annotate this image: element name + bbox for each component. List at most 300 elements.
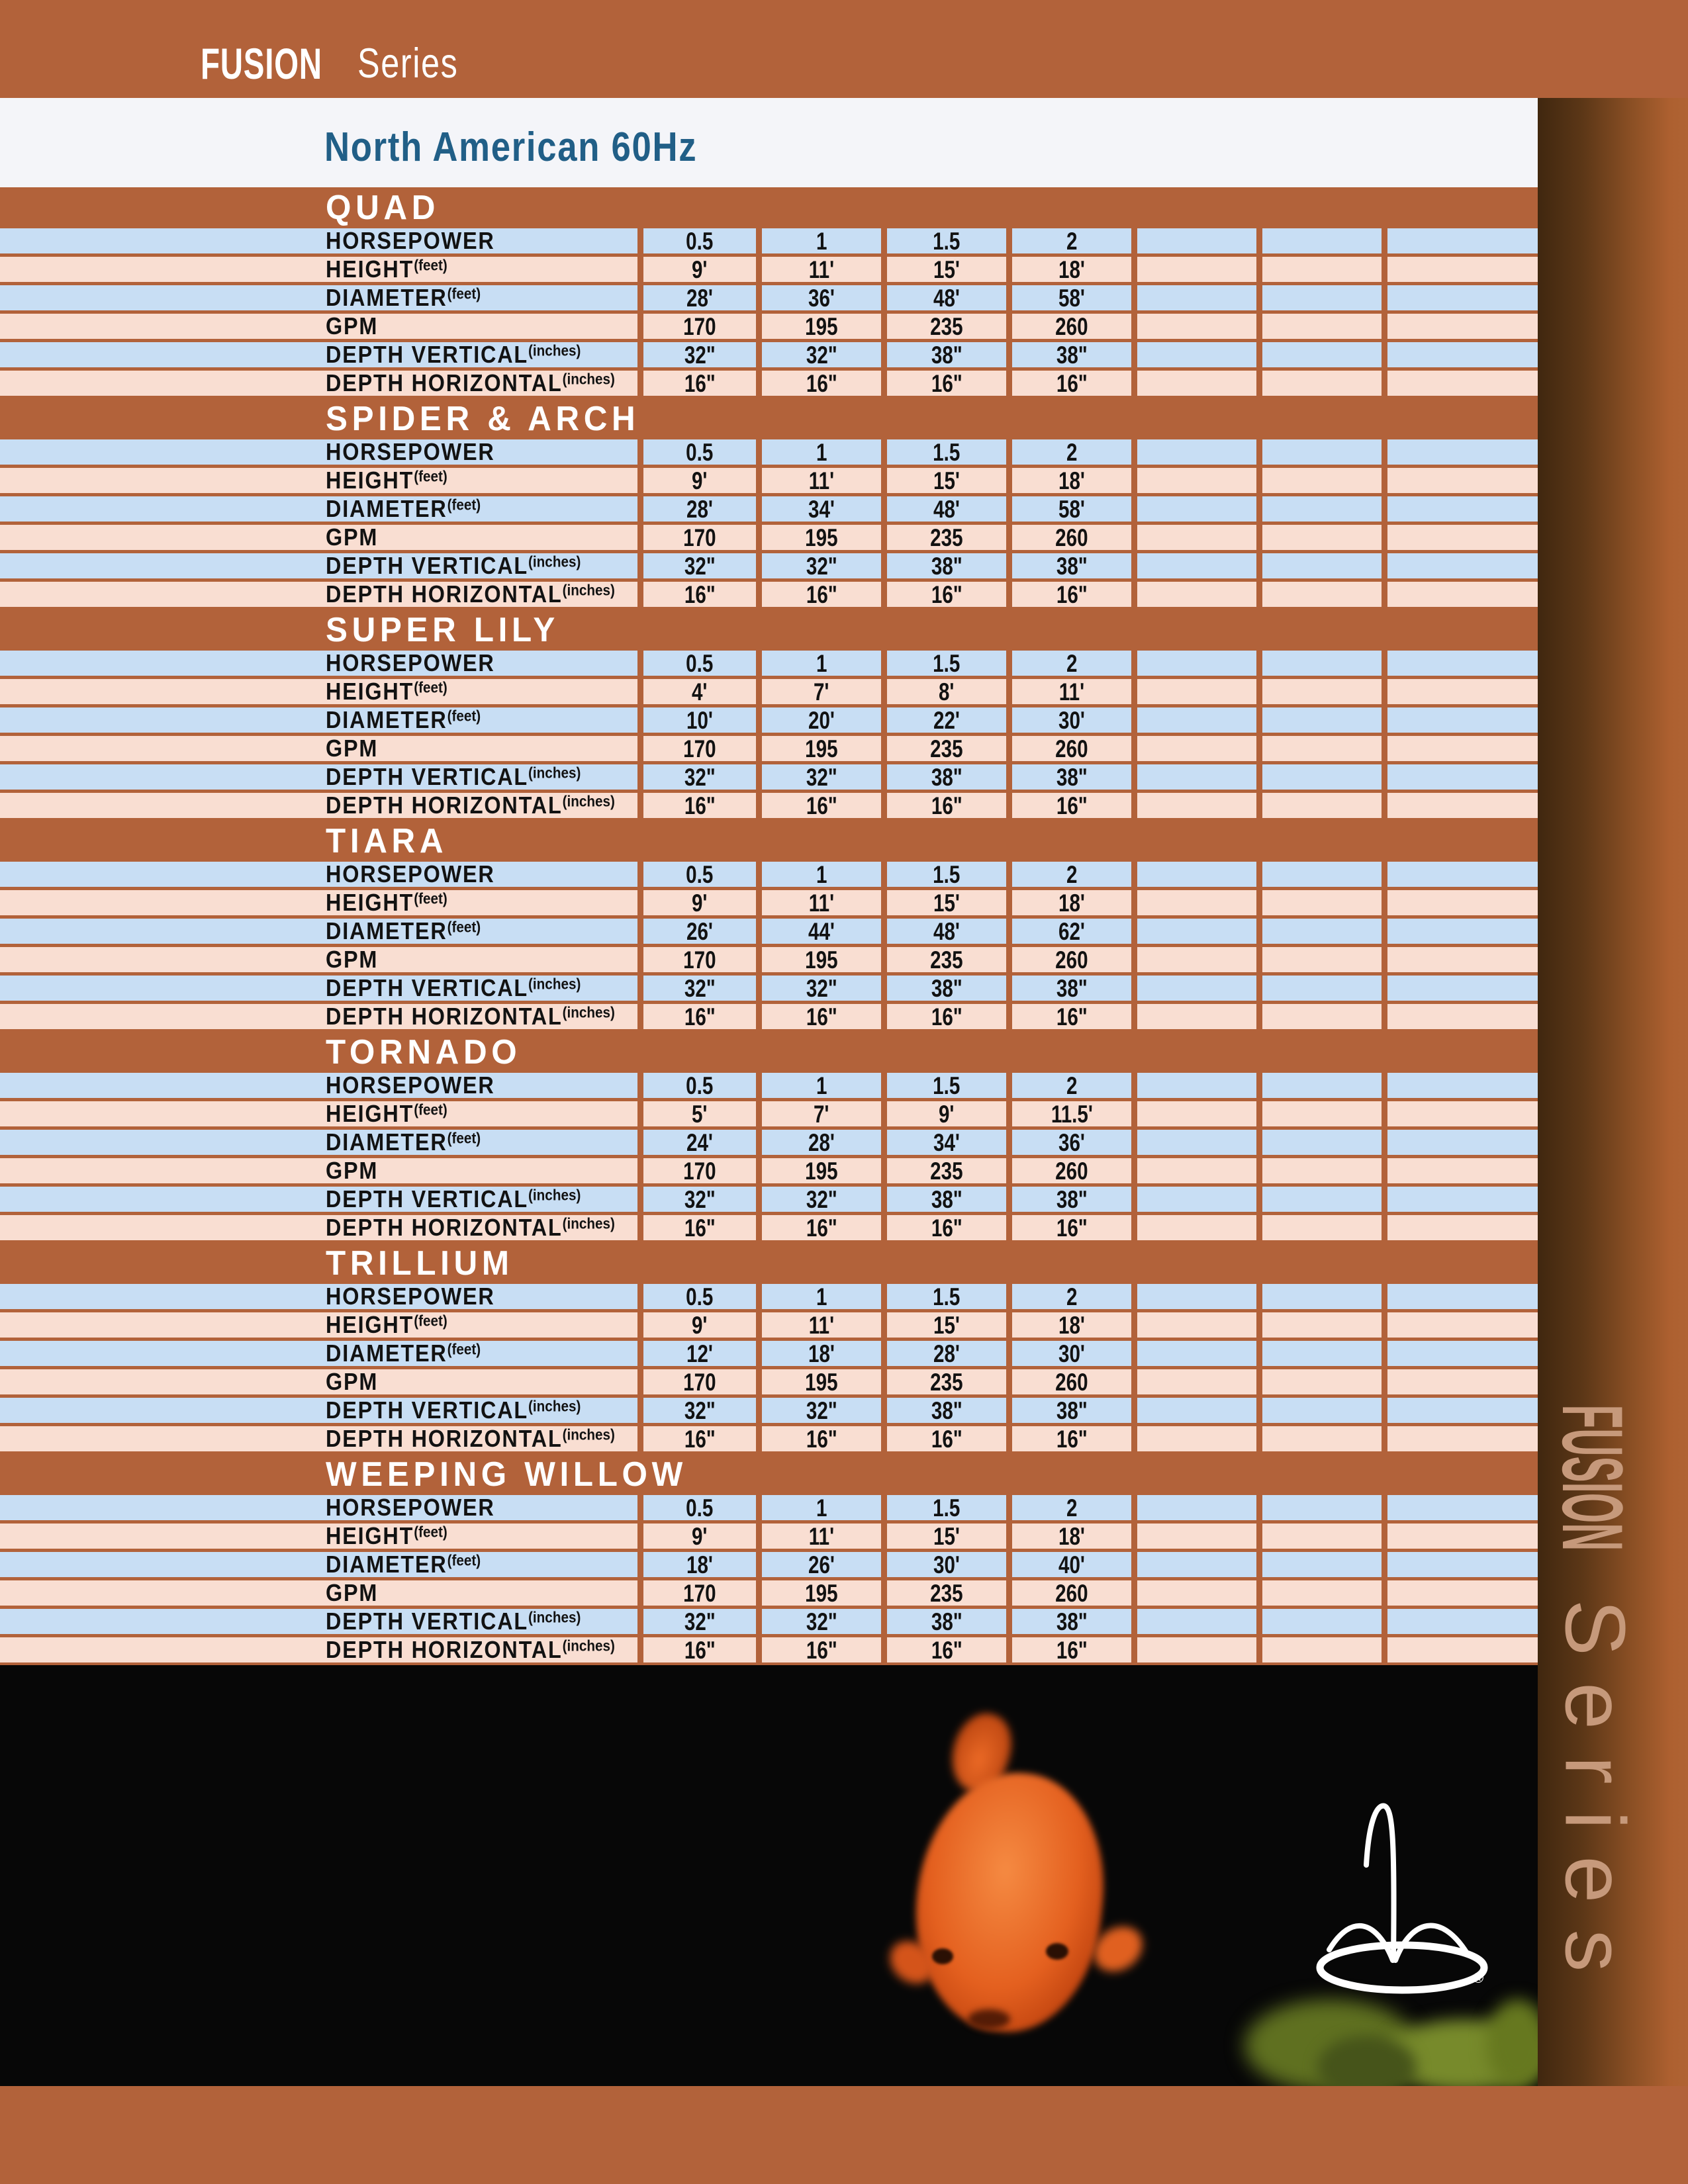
spec-value-empty	[1137, 1073, 1256, 1098]
spec-value: 7'	[762, 679, 881, 704]
spec-value-empty	[1387, 468, 1538, 493]
spec-value: 32"	[762, 1609, 881, 1634]
spec-value: 9'	[643, 1312, 756, 1338]
spec-row	[0, 679, 1538, 704]
spec-value-empty	[1137, 496, 1256, 522]
spec-value: 0.5	[643, 1495, 756, 1520]
row-label: $HEIGHT^{(feet)}$	[0, 1101, 637, 1126]
spec-value: 38"	[1012, 553, 1131, 578]
spec-value-empty	[1262, 1004, 1382, 1029]
row-label: $HEIGHT^{(feet)}$	[0, 468, 637, 493]
registered-mark: ®	[1473, 1970, 1484, 1986]
spec-row	[0, 525, 1538, 550]
spec-value: 16"	[643, 1004, 756, 1029]
spec-value: 11'	[762, 890, 881, 915]
spec-row	[0, 1609, 1538, 1634]
spec-value: 38"	[887, 553, 1006, 578]
row-label: GPM	[0, 736, 637, 761]
spec-value-empty	[1387, 1158, 1538, 1183]
spec-value-empty	[1137, 1609, 1256, 1634]
spec-value: 195	[762, 947, 881, 972]
spec-value-empty	[1262, 285, 1382, 310]
koi-eye-right	[1046, 1943, 1068, 1960]
spec-value: 16"	[762, 1004, 881, 1029]
spec-value: 170	[643, 1580, 756, 1606]
spec-value: 32"	[762, 764, 881, 790]
spec-value-empty	[1387, 228, 1538, 253]
spec-row	[0, 553, 1538, 578]
spec-value-empty	[1262, 862, 1382, 887]
spec-row	[0, 862, 1538, 887]
spec-value: 260	[1012, 314, 1131, 339]
sidebar-brand-name: FUSION	[1544, 1404, 1641, 1551]
row-label: DEPTH $HORIZONTAL^{(inches)}$	[0, 1215, 637, 1240]
spec-value-empty	[1137, 947, 1256, 972]
spec-value: 16"	[1012, 1426, 1131, 1451]
spec-value-empty	[1137, 371, 1256, 396]
spec-value-empty	[1137, 582, 1256, 607]
spec-value-empty	[1137, 1495, 1256, 1520]
spec-value: 260	[1012, 947, 1131, 972]
spec-value: 16"	[762, 793, 881, 818]
spec-value-empty	[1387, 919, 1538, 944]
spec-value-empty	[1387, 1312, 1538, 1338]
section-weeping-willow	[0, 1454, 1538, 1665]
row-label: HORSEPOWER	[0, 228, 637, 253]
spec-value-empty	[1262, 342, 1382, 367]
spec-value: 30'	[1012, 1341, 1131, 1366]
spec-value: 38"	[887, 342, 1006, 367]
spec-value: 0.5	[643, 1073, 756, 1098]
spec-value: 2	[1012, 1073, 1131, 1098]
row-label: DEPTH $VERTICAL^{(inches)}$	[0, 764, 637, 790]
top-header-band	[0, 0, 1688, 98]
row-label: GPM	[0, 947, 637, 972]
spec-row	[0, 976, 1538, 1001]
spec-value-empty	[1262, 553, 1382, 578]
spec-row	[0, 793, 1538, 818]
spec-value: 58'	[1012, 285, 1131, 310]
spec-value: 5'	[643, 1101, 756, 1126]
spec-value: 18'	[643, 1552, 756, 1577]
row-label: DEPTH $VERTICAL^{(inches)}$	[0, 1187, 637, 1212]
spec-value-empty	[1262, 228, 1382, 253]
spec-value-empty	[1137, 342, 1256, 367]
spec-value: 1	[762, 651, 881, 676]
spec-value-empty	[1137, 285, 1256, 310]
row-label: $DIAMETER^{(feet)}$	[0, 707, 637, 733]
spec-value-empty	[1137, 679, 1256, 704]
spec-value-empty	[1387, 1341, 1538, 1366]
spec-value: 48'	[887, 496, 1006, 522]
spec-value: 2	[1012, 228, 1131, 253]
section-trillium	[0, 1243, 1538, 1454]
spec-value-empty	[1137, 553, 1256, 578]
spec-value: 16"	[762, 1215, 881, 1240]
spec-value-empty	[1387, 976, 1538, 1001]
spec-value: 38"	[1012, 1398, 1131, 1423]
spec-value-empty	[1387, 1426, 1538, 1451]
spec-value-empty	[1262, 1524, 1382, 1549]
spec-value-empty	[1387, 862, 1538, 887]
spec-value-empty	[1137, 314, 1256, 339]
spec-value-empty	[1262, 1495, 1382, 1520]
spec-value: 235	[887, 947, 1006, 972]
spec-value: 32"	[762, 1398, 881, 1423]
spec-value: 32"	[762, 553, 881, 578]
spec-value-empty	[1137, 228, 1256, 253]
spec-value: 235	[887, 736, 1006, 761]
spec-value-empty	[1137, 1101, 1256, 1126]
spec-value: 16"	[643, 1215, 756, 1240]
spec-value: 62'	[1012, 919, 1131, 944]
spec-value: 9'	[887, 1101, 1006, 1126]
spec-value-empty	[1387, 371, 1538, 396]
section-title: SPIDER & ARCH	[0, 398, 1538, 439]
spec-value: 260	[1012, 736, 1131, 761]
spec-value-empty	[1387, 1073, 1538, 1098]
spec-value: 16"	[887, 1637, 1006, 1662]
spec-value: 38"	[1012, 764, 1131, 790]
spec-value-empty	[1137, 862, 1256, 887]
spec-value-empty	[1262, 257, 1382, 282]
row-label: DEPTH $VERTICAL^{(inches)}$	[0, 553, 637, 578]
spec-value: 36'	[762, 285, 881, 310]
spec-value-empty	[1262, 919, 1382, 944]
spec-value-empty	[1137, 736, 1256, 761]
spec-value: 235	[887, 1158, 1006, 1183]
spec-value: 16"	[1012, 582, 1131, 607]
spec-value: 58'	[1012, 496, 1131, 522]
spec-value-empty	[1137, 764, 1256, 790]
spec-value: 32"	[762, 976, 881, 1001]
spec-value-empty	[1387, 1187, 1538, 1212]
spec-row	[0, 947, 1538, 972]
row-label: GPM	[0, 1158, 637, 1183]
spec-value-empty	[1137, 890, 1256, 915]
row-label: DEPTH $VERTICAL^{(inches)}$	[0, 976, 637, 1001]
spec-value-empty	[1262, 947, 1382, 972]
spec-value: 170	[643, 1369, 756, 1394]
spec-value-empty	[1137, 651, 1256, 676]
spec-row	[0, 496, 1538, 522]
row-label: HORSEPOWER	[0, 651, 637, 676]
spec-value-empty	[1262, 525, 1382, 550]
spec-value-empty	[1387, 1580, 1538, 1606]
row-label: GPM	[0, 525, 637, 550]
spec-value: 48'	[887, 919, 1006, 944]
spec-value: 12'	[643, 1341, 756, 1366]
spec-value: 36'	[1012, 1130, 1131, 1155]
spec-value: 40'	[1012, 1552, 1131, 1577]
spec-value: 1.5	[887, 651, 1006, 676]
spec-value: 16"	[1012, 793, 1131, 818]
spec-value: 1.5	[887, 228, 1006, 253]
spec-value: 16"	[643, 793, 756, 818]
spec-value: 170	[643, 1158, 756, 1183]
spec-value: 38"	[1012, 976, 1131, 1001]
spec-value-empty	[1262, 1398, 1382, 1423]
spec-value-empty	[1262, 1073, 1382, 1098]
spec-value: 11'	[762, 1312, 881, 1338]
spec-value-empty	[1137, 1426, 1256, 1451]
spec-row	[0, 1369, 1538, 1394]
spec-value: 32"	[643, 1398, 756, 1423]
spec-value-empty	[1262, 496, 1382, 522]
spec-value: 10'	[643, 707, 756, 733]
brand-series-label: Series	[357, 40, 459, 87]
row-label: DEPTH $HORIZONTAL^{(inches)}$	[0, 371, 637, 396]
spec-value: 38"	[887, 1609, 1006, 1634]
spec-value-empty	[1262, 1284, 1382, 1309]
spec-value: 30'	[1012, 707, 1131, 733]
row-label: $HEIGHT^{(feet)}$	[0, 679, 637, 704]
spec-value: 48'	[887, 285, 1006, 310]
spec-value-empty	[1137, 976, 1256, 1001]
spec-value: 1.5	[887, 439, 1006, 465]
spec-value: 11.5'	[1012, 1101, 1131, 1126]
spec-value: 16"	[887, 793, 1006, 818]
spec-value-empty	[1137, 1284, 1256, 1309]
spec-row	[0, 371, 1538, 396]
spec-value: 16"	[1012, 1215, 1131, 1240]
spec-value-empty	[1387, 736, 1538, 761]
spec-value: 34'	[762, 496, 881, 522]
spec-value-empty	[1387, 1284, 1538, 1309]
spec-value-empty	[1262, 1552, 1382, 1577]
spec-value: 9'	[643, 890, 756, 915]
spec-value-empty	[1137, 793, 1256, 818]
spec-value: 1	[762, 1495, 881, 1520]
spec-value-empty	[1387, 314, 1538, 339]
spec-value: 0.5	[643, 439, 756, 465]
spec-value: 28'	[887, 1341, 1006, 1366]
spec-value: 16"	[887, 1004, 1006, 1029]
spec-value: 2	[1012, 1495, 1131, 1520]
spec-value-empty	[1137, 1341, 1256, 1366]
spec-value-empty	[1262, 468, 1382, 493]
spec-value-empty	[1137, 1215, 1256, 1240]
spec-value-empty	[1387, 582, 1538, 607]
spec-value: 16"	[762, 582, 881, 607]
spec-value-empty	[1262, 1187, 1382, 1212]
section-spider-arch	[0, 398, 1538, 610]
spec-value-empty	[1262, 793, 1382, 818]
section-title: SUPER LILY	[0, 610, 1538, 651]
spec-row	[0, 342, 1538, 367]
section-title: TRILLIUM	[0, 1243, 1538, 1284]
spec-value: 16"	[762, 1637, 881, 1662]
spec-value: 15'	[887, 890, 1006, 915]
spec-value: 44'	[762, 919, 881, 944]
row-label: DEPTH $HORIZONTAL^{(inches)}$	[0, 1637, 637, 1662]
spec-value: 38"	[1012, 342, 1131, 367]
spec-value-empty	[1137, 1552, 1256, 1577]
section-tornado	[0, 1032, 1538, 1243]
spec-row	[0, 1073, 1538, 1098]
spec-value-empty	[1387, 1369, 1538, 1394]
spec-value: 18'	[1012, 257, 1131, 282]
spec-value: 170	[643, 947, 756, 972]
row-label: $HEIGHT^{(feet)}$	[0, 1312, 637, 1338]
spec-value: 32"	[643, 342, 756, 367]
spec-value: 16"	[643, 1637, 756, 1662]
spec-value: 38"	[887, 976, 1006, 1001]
spec-value: 1	[762, 439, 881, 465]
spec-value: 195	[762, 1158, 881, 1183]
spec-value-empty	[1387, 1004, 1538, 1029]
row-label: DEPTH $HORIZONTAL^{(inches)}$	[0, 1004, 637, 1029]
spec-value: 38"	[887, 1187, 1006, 1212]
spec-value-empty	[1137, 1187, 1256, 1212]
spec-value-empty	[1137, 257, 1256, 282]
spec-value: 235	[887, 1580, 1006, 1606]
spec-value: 15'	[887, 1312, 1006, 1338]
spec-value: 38"	[1012, 1609, 1131, 1634]
koi-eye-left	[932, 1948, 953, 1964]
spec-value-empty	[1262, 439, 1382, 465]
spec-value-empty	[1137, 919, 1256, 944]
spec-row	[0, 257, 1538, 282]
spec-row	[0, 919, 1538, 944]
spec-value-empty	[1262, 707, 1382, 733]
spec-value-empty	[1262, 1130, 1382, 1155]
spec-value: 260	[1012, 1158, 1131, 1183]
row-label: HORSEPOWER	[0, 439, 637, 465]
spec-value: 1.5	[887, 1495, 1006, 1520]
spec-value-empty	[1137, 468, 1256, 493]
spec-value-empty	[1262, 651, 1382, 676]
spec-value: 32"	[643, 1609, 756, 1634]
spec-value: 1	[762, 1284, 881, 1309]
spec-value: 15'	[887, 257, 1006, 282]
spec-value-empty	[1262, 1101, 1382, 1126]
spec-row	[0, 1398, 1538, 1423]
row-label: $DIAMETER^{(feet)}$	[0, 496, 637, 522]
spec-row	[0, 1101, 1538, 1126]
bottom-band	[0, 2086, 1688, 2184]
spec-value-empty	[1137, 1158, 1256, 1183]
spec-value-empty	[1137, 1312, 1256, 1338]
spec-value-empty	[1262, 1369, 1382, 1394]
spec-value: 32"	[643, 764, 756, 790]
row-label: HORSEPOWER	[0, 862, 637, 887]
spec-value: 195	[762, 525, 881, 550]
spec-value: 9'	[643, 257, 756, 282]
spec-row	[0, 1215, 1538, 1240]
spec-value: 170	[643, 736, 756, 761]
spec-value: 18'	[1012, 1524, 1131, 1549]
spec-value: 28'	[643, 496, 756, 522]
spec-value: 2	[1012, 862, 1131, 887]
spec-row	[0, 890, 1538, 915]
spec-value: 28'	[762, 1130, 881, 1155]
spec-value: 1.5	[887, 1284, 1006, 1309]
spec-value: 1	[762, 862, 881, 887]
spec-value-empty	[1387, 1130, 1538, 1155]
spec-row	[0, 1495, 1538, 1520]
spec-value-empty	[1387, 679, 1538, 704]
row-label: $HEIGHT^{(feet)}$	[0, 257, 637, 282]
spec-value-empty	[1387, 1215, 1538, 1240]
section-quad	[0, 187, 1538, 398]
spec-value: 0.5	[643, 228, 756, 253]
section-super-lily	[0, 610, 1538, 821]
spec-value: 170	[643, 525, 756, 550]
spec-value: 20'	[762, 707, 881, 733]
spec-value: 0.5	[643, 651, 756, 676]
spec-value: 32"	[643, 553, 756, 578]
spec-value-empty	[1137, 1637, 1256, 1662]
spec-value: 11'	[1012, 679, 1131, 704]
spec-value-empty	[1262, 314, 1382, 339]
spec-value: 26'	[643, 919, 756, 944]
spec-value-empty	[1262, 890, 1382, 915]
spec-value-empty	[1262, 582, 1382, 607]
spec-row	[0, 1524, 1538, 1549]
spec-value: 16"	[1012, 371, 1131, 396]
spec-value: 1.5	[887, 1073, 1006, 1098]
spec-value: 22'	[887, 707, 1006, 733]
spec-value-empty	[1387, 257, 1538, 282]
row-label: GPM	[0, 314, 637, 339]
row-label: HORSEPOWER	[0, 1284, 637, 1309]
spec-value: 32"	[762, 342, 881, 367]
spec-row	[0, 1312, 1538, 1338]
spec-value: 2	[1012, 651, 1131, 676]
row-label: GPM	[0, 1580, 637, 1606]
spec-value: 16"	[887, 582, 1006, 607]
row-label: HORSEPOWER	[0, 1495, 637, 1520]
spec-row	[0, 1130, 1538, 1155]
spec-value-empty	[1387, 496, 1538, 522]
spec-row	[0, 1158, 1538, 1183]
spec-value: 28'	[643, 285, 756, 310]
spec-row	[0, 285, 1538, 310]
spec-row	[0, 1580, 1538, 1606]
spec-value: 195	[762, 1580, 881, 1606]
spec-value: 16"	[762, 371, 881, 396]
spec-value: 30'	[887, 1552, 1006, 1577]
spec-value-empty	[1262, 1580, 1382, 1606]
spec-row	[0, 314, 1538, 339]
row-label: $DIAMETER^{(feet)}$	[0, 1341, 637, 1366]
spec-value: 38"	[887, 1398, 1006, 1423]
spec-row	[0, 439, 1538, 465]
spec-value-empty	[1137, 1398, 1256, 1423]
section-title: TIARA	[0, 821, 1538, 862]
spec-row	[0, 707, 1538, 733]
spec-value-empty	[1137, 1524, 1256, 1549]
spec-value-empty	[1137, 525, 1256, 550]
spec-value: 235	[887, 525, 1006, 550]
spec-row	[0, 764, 1538, 790]
spec-value: 8'	[887, 679, 1006, 704]
row-label: DEPTH $HORIZONTAL^{(inches)}$	[0, 793, 637, 818]
spec-value-empty	[1262, 1215, 1382, 1240]
row-label: DEPTH $HORIZONTAL^{(inches)}$	[0, 582, 637, 607]
spec-value-empty	[1387, 947, 1538, 972]
spec-value: 16"	[643, 1426, 756, 1451]
row-label: HORSEPOWER	[0, 1073, 637, 1098]
spec-value: 9'	[643, 1524, 756, 1549]
spec-value-empty	[1137, 1580, 1256, 1606]
spec-value: 1.5	[887, 862, 1006, 887]
row-label: GPM	[0, 1369, 637, 1394]
spec-value-empty	[1137, 1369, 1256, 1394]
spec-row	[0, 651, 1538, 676]
spec-value: 38"	[887, 764, 1006, 790]
